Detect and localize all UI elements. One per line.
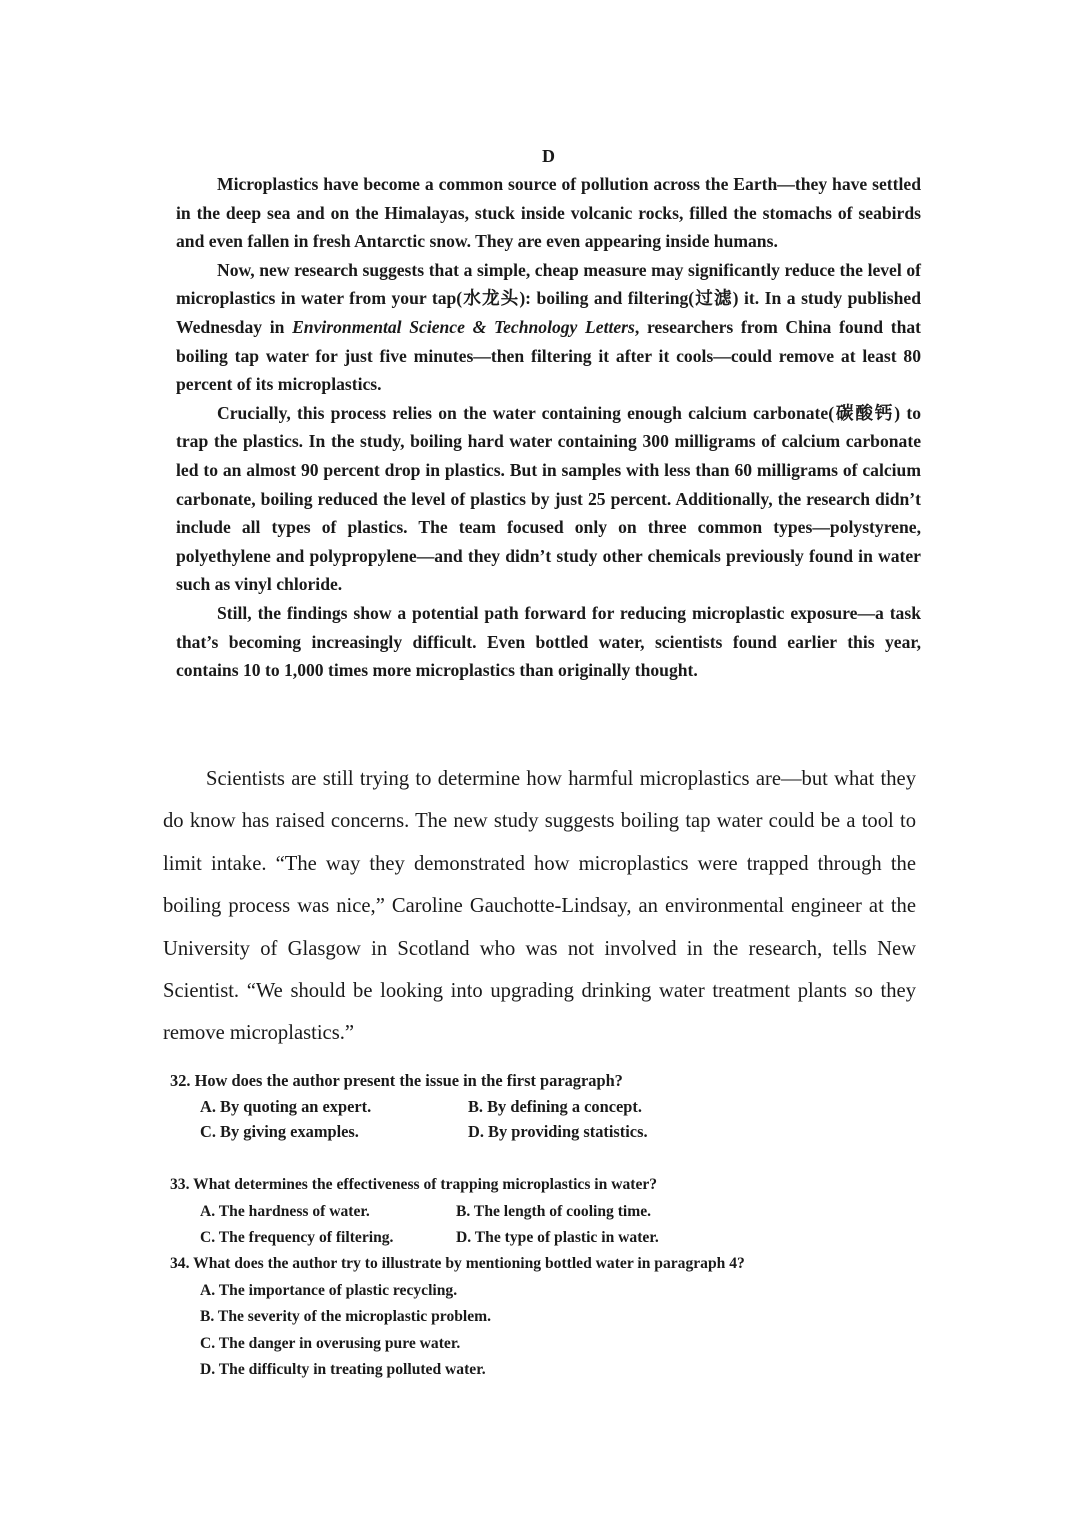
paragraph-2 [176,256,921,399]
paragraph-4: Still, the findings show a potential path forward for reducing microplastic exposure—a task that’s becoming increasingly difficult. Even bottled water, scientists found earlier this year, contains 10 to 1,000 times more microplastics than originally thought. [176,602,921,681]
option-a[interactable]: A. The hardness of water. [200,1202,370,1220]
option-c[interactable]: C. By giving examples. [200,1122,359,1141]
option-d[interactable]: D. The type of plastic in water. [456,1229,659,1246]
option-b[interactable]: B. The length of cooling time. [456,1202,652,1220]
option-row [170,1225,730,1252]
paragraph-2-text-b: , researchers from China found that boiling tap water for just five minutes—then filtering it after it cools—could remove at least 80 percent of its microplastics. [176,316,922,395]
option-c[interactable]: C. The danger in overusing pure water. [200,1334,461,1352]
option-d[interactable]: D. The difficulty in treating polluted water. [200,1361,486,1379]
passage-continuation [163,758,916,1055]
question-stem: 32. How does the author present the issue in the first paragraph? [170,1071,623,1090]
question-33 [170,1172,730,1252]
section-title: D [542,146,555,166]
paragraph-2-text-a: Now, new research suggests that a simple, cheap measure may significantly reduce the level of microplastics in water from your tap(水龙头): boiling and filtering(过滤) it. In a study published Wednesday in [176,259,921,337]
option-c[interactable]: C. The frequency of filtering. [200,1229,394,1246]
journal-title: Environmental Science & Technology Letters [292,316,635,337]
option-b[interactable]: B. By defining a concept. [468,1096,642,1116]
option-row [170,1199,730,1226]
question-34 [170,1251,810,1384]
question-stem: 34. What does the author try to illustrate by mentioning bottled water in paragraph 4? [170,1255,745,1272]
question-32 [170,1068,690,1145]
option-a[interactable]: A. The importance of plastic recycling. [200,1281,458,1299]
paragraph-5: Scientists are still trying to determine how harmful microplastics are—but what they do know has raised concerns. The new study suggests boiling tap water could be a tool to limit intake. “The way they demonstrated how microplastics were trapped through the boiling process was nice,” Caroline Gauchotte-Lindsay, an environmental engineer at the University of Glasgow in Scotland who was not involved in the research, tells New Scientist. “We should be looking into upgrading drinking water treatment plants so they remove microplastics.” [163,768,916,1045]
option-a[interactable]: A. By quoting an expert. [200,1096,372,1116]
option-row [170,1094,690,1120]
option-d[interactable]: D. By providing statistics. [468,1122,648,1141]
paragraph-1: Microplastics have become a common source of pollution across the Earth—they have settled in the deep sea and on the Himalayas, stuck inside volcanic rocks, filled the stomachs of seabirds and even fallen in fresh Antarctic snow. They are even appearing inside humans. [176,174,921,252]
option-row [170,1119,690,1145]
option-b[interactable]: B. The severity of the microplastic problem. [200,1308,492,1326]
paragraph-3: Crucially, this process relies on the water containing enough calcium carbonate(碳酸钙) to trap the plastics. In the study, boiling hard water containing 300 milligrams of calcium carbonate led to an almost 90 percent drop in plastics. But in samples with less than 60 milligrams of calcium carbonate, boiling reduced the level of plastics by just 25 percent. Additionally, the research didn’t include all types of plastics. The team focused only on three common types—polystyrene, polyethylene and polypropylene—and they didn’t study other chemicals previously found in water such as vinyl chloride. [176,402,921,595]
question-stem: 33. What determines the effectiveness of trapping microplastics in water? [170,1176,658,1193]
passage-d [176,142,921,685]
